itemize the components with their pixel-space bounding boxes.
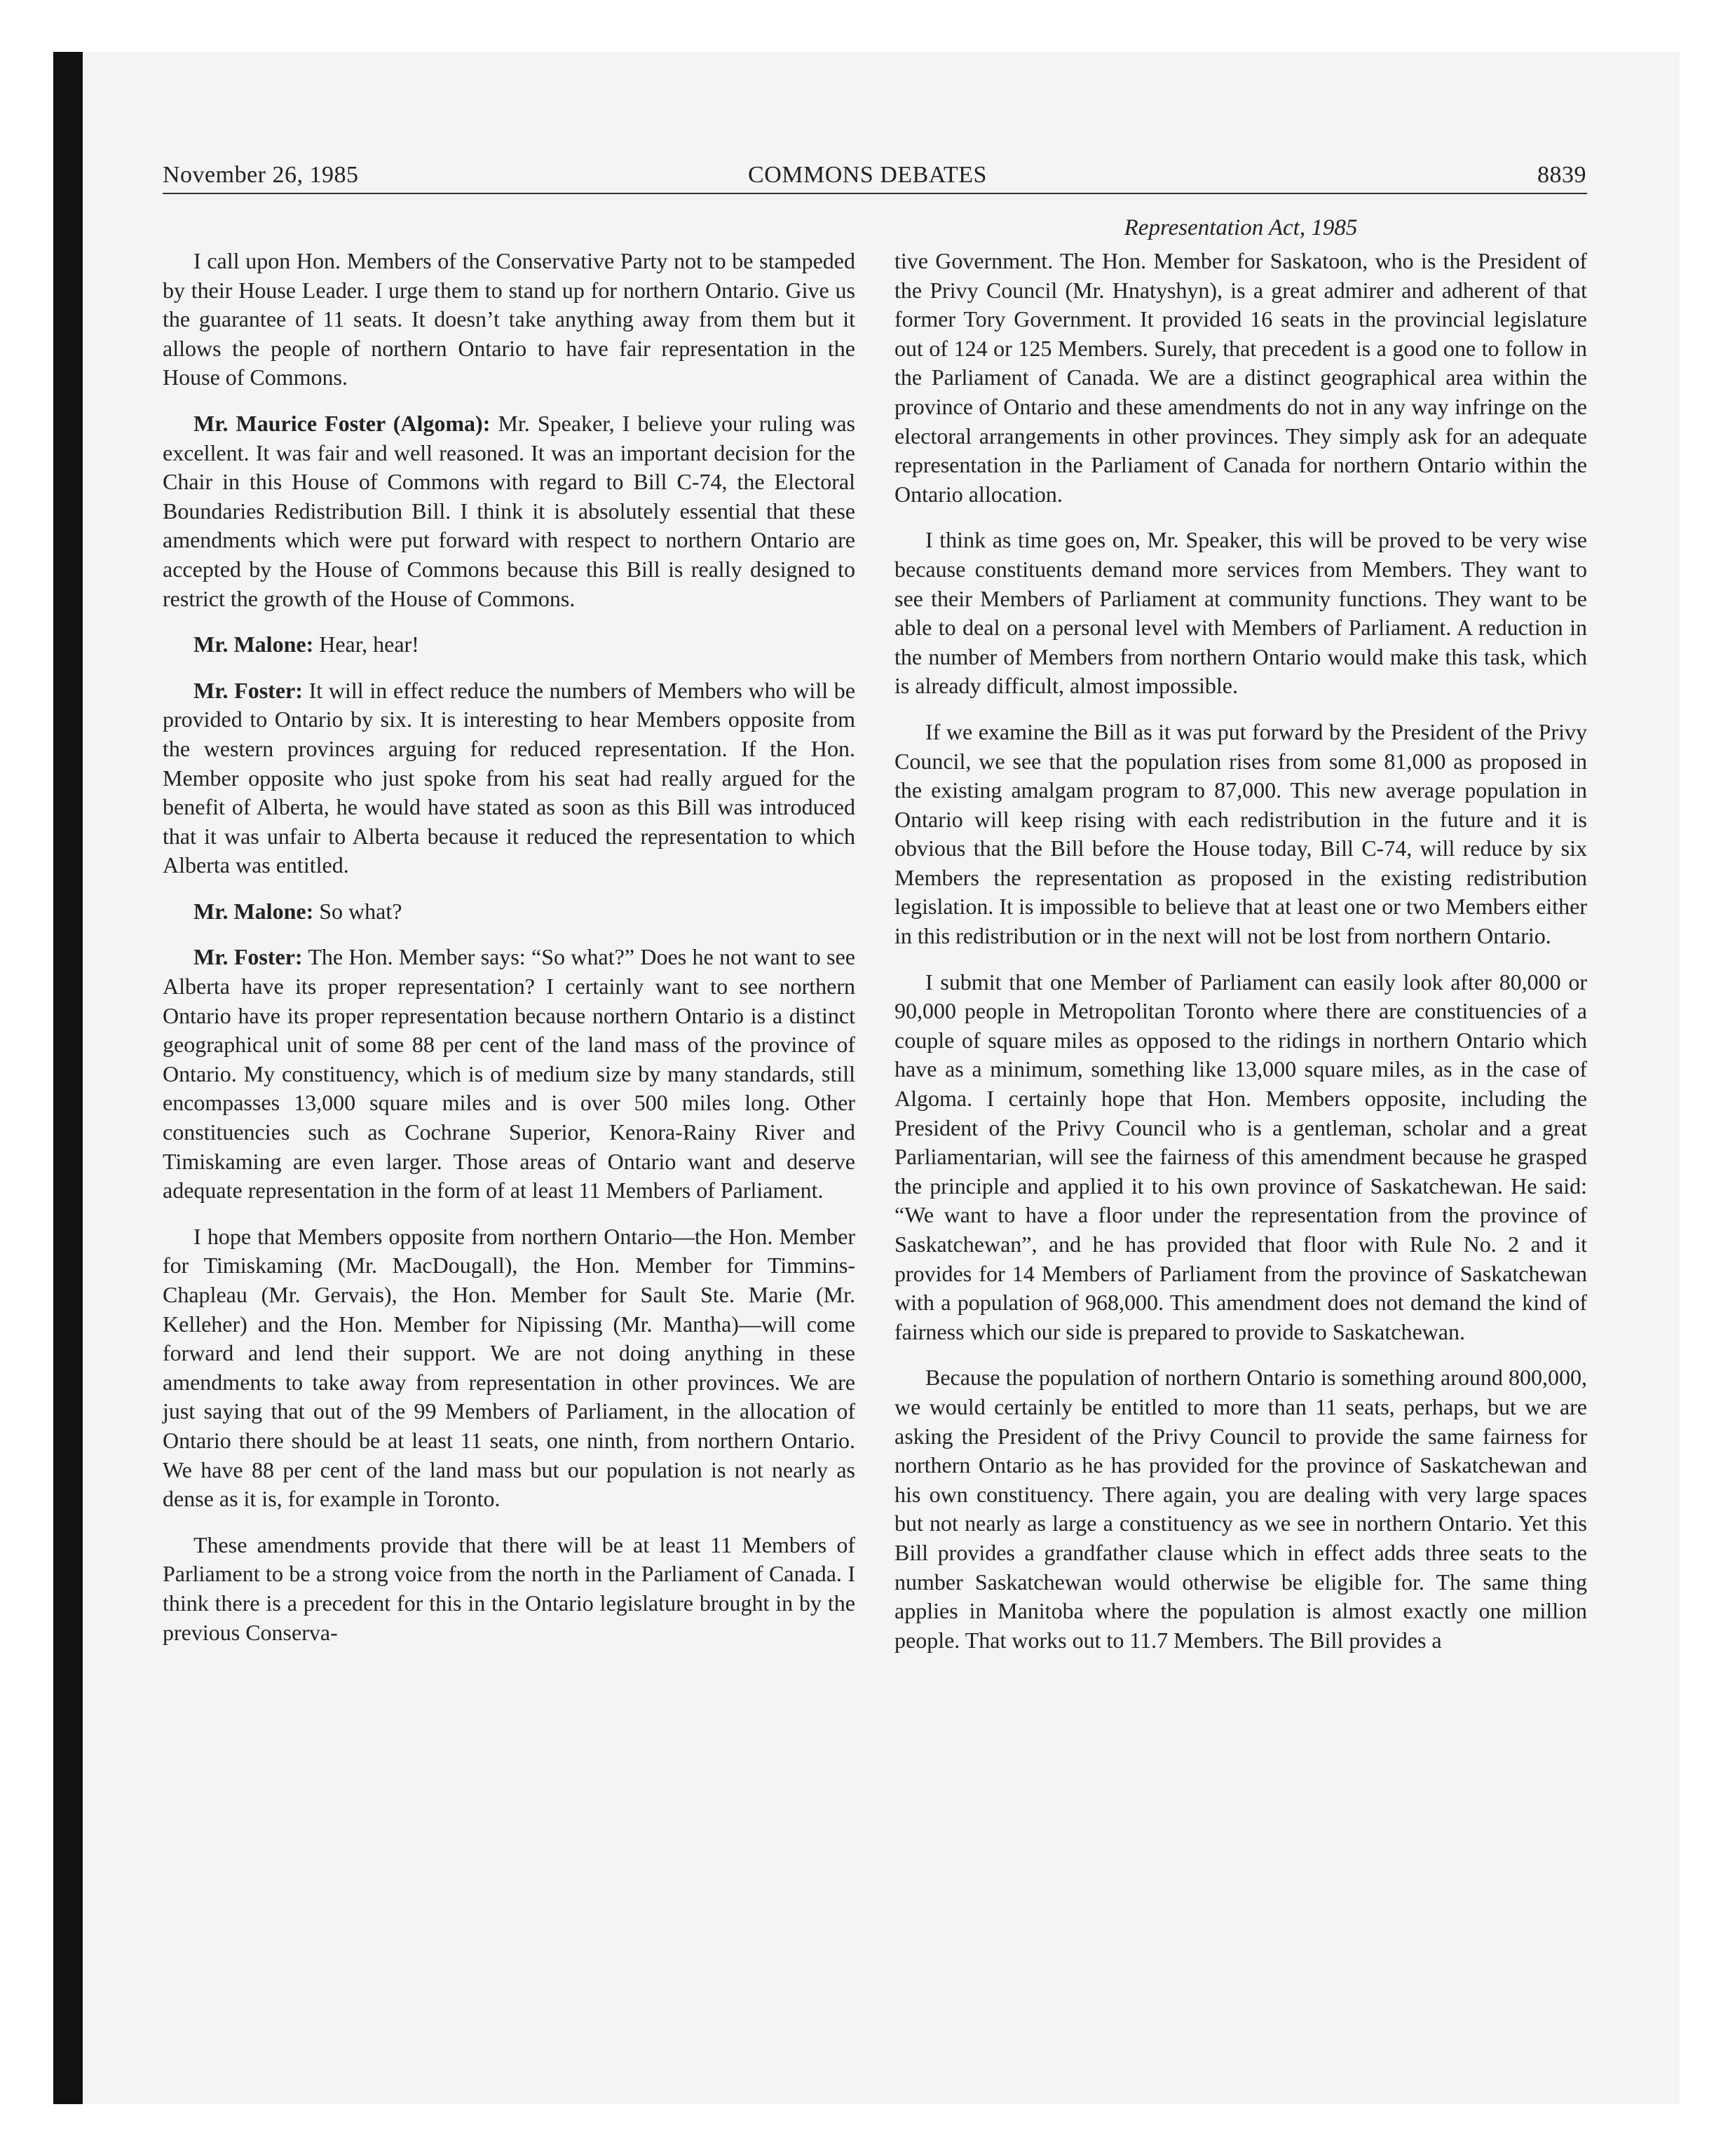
paragraph-text: The Hon. Member says: “So what?” Does he not want to see Alberta have its proper representation? I certainly want to see northern Ontario have its proper representation because northern Ontario is a distinct geographical unit of some 88 per cent of the land mass of the province of Ontario. My constituency, which is of medium size by many standards, still encompasses 13,000 square miles and is over 500 miles long. Other constituencies such as Cochrane Superior, Kenora-Rainy River and Timiskaming are even larger. Those areas of Ontario want and deserve adequate representation in the form of at least 11 Members of Parliament. <box>163 944 856 1203</box>
header-date: November 26, 1985 <box>163 162 359 188</box>
paragraph-text: tive Government. The Hon. Member for Saskatoon, who is the President of the Privy Council (Mr. Hnatyshyn), is a great admirer and adherent of that former Tory Government. It provided 16 seats in the provincial legislature out of 124 or 125 Members. Surely, that precedent is a good one to follow in the Parliament of Canada. We are a distinct geographical area within the province of Ontario and these amendments do not in any way infringe on the electoral arrangements in other provinces. They simply ask for an adequate representation in the Parliament of Canada for northern Ontario within the Ontario allocation. <box>894 248 1587 507</box>
paragraph <box>894 247 1587 509</box>
paragraph-text: I think as time goes on, Mr. Speaker, this will be proved to be very wise because constituents demand more services from Members. They want to see their Members of Parliament at community functions. They want to be able to deal on a personal level with Members of Parliament. A reduction in the number of Members from northern Ontario would make this task, which is already difficult, almost impossible. <box>894 527 1587 699</box>
speaker-name: Mr. Maurice Foster (Algoma): <box>193 410 491 436</box>
paragraph <box>163 630 855 660</box>
paragraph <box>163 897 855 927</box>
paragraph-text: These amendments provide that there will be at least 11 Members of Parliament to be a strong voice from the north in the Parliament of Canada. I think there is a precedent for this in the Ontario legislature brought in by the previous Conserva- <box>163 1531 855 1645</box>
paragraph-text: If we examine the Bill as it was put forward by the President of the Privy Council, we see that the population rises from some 81,000 as proposed in the existing amalgam program to 87,000. This new average population in Ontario will keep rising with each redistribution in the future and it is obvious that the Bill before the House today, Bill C-74, will reduce by six Members the representation as proposed in the existing redistribution legislation. It is impossible to believe that at least one or two Members either in this redistribution or in the next will not be lost from northern Ontario. <box>894 718 1587 949</box>
paragraph-text: So what? <box>313 898 402 924</box>
paragraph <box>163 1222 855 1514</box>
speaker-name: Mr. Malone: <box>193 898 314 924</box>
speaker-name: Mr. Malone: <box>193 632 314 657</box>
header-page-number: 8839 <box>1537 162 1586 188</box>
paragraph-text: Hear, hear! <box>313 632 419 657</box>
speaker-name: Mr. Foster: <box>193 944 303 970</box>
paragraph-text: Mr. Speaker, I believe your ruling was excellent. It was fair and well reasoned. It was an important decision for the Chair in this House of Commons with regard to Bill C-74, the Electoral Boundaries Redistribution Bill. I think it is absolutely essential that these amendments which were put forward with respect to northern Ontario are accepted by the House of Commons because this Bill is really designed to restrict the growth of the House of Commons. <box>163 410 856 611</box>
right-column <box>894 247 1587 1655</box>
paragraph-text: It will in effect reduce the numbers of Members who will be provided to Ontario by six. It is interesting to hear Members opposite from the western provinces arguing for reduced representation. If the Hon. Member opposite who just spoke from his seat had really argued for the benefit of Alberta, he would have stated as soon as this Bill was introduced that it was unfair to Alberta because it reduced the representation to which Alberta was entitled. <box>163 677 856 878</box>
paragraph <box>163 676 855 880</box>
running-head: Representation Act, 1985 <box>1124 215 1358 240</box>
header-rule <box>163 193 1587 194</box>
header-publication: COMMONS DEBATES <box>748 162 987 188</box>
scan-binding-edge <box>53 52 83 2104</box>
speaker-name: Mr. Foster: <box>193 677 303 703</box>
paragraph <box>163 247 855 393</box>
paragraph-text: I hope that Members opposite from northern Ontario—the Hon. Member for Timiskaming (Mr. MacDougall), the Hon. Member for Timmins-Chapleau (Mr. Gervais), the Hon. Member for Sault Ste. Marie (Mr. Kelleher) and the Hon. Member for Nipissing (Mr. Mantha)—will come forward and lend their support. We are not doing anything in these amendments to take away from representation in other provinces. We are just saying that out of the 99 Members of Parliament, in the allocation of Ontario there should be at least 11 seats, one ninth, from northern Ontario. We have 88 per cent of the land mass but our population is not nearly as dense as it is, for example in Toronto. <box>163 1223 855 1512</box>
paragraph-text: I call upon Hon. Members of the Conservative Party not to be stampeded by their House Leader. I urge them to stand up for northern Ontario. Give us the guarantee of 11 seats. It doesn’t take anything away from them but it allows the people of northern Ontario to have fair representation in the House of Commons. <box>163 248 855 390</box>
paragraph <box>894 968 1587 1347</box>
paragraph <box>163 943 855 1205</box>
paragraph <box>163 409 855 613</box>
left-column <box>163 247 855 1647</box>
paragraph <box>894 1363 1587 1655</box>
paragraph <box>894 526 1587 701</box>
paragraph-text: Because the population of northern Ontario is something around 800,000, we would certainly be entitled to more than 11 seats, perhaps, but we are asking the President of the Privy Council to provide the same fairness for northern Ontario as he has provided for the province of Saskatchewan and his own constituency. There again, you are dealing with very large spaces but not nearly as large a constituency as we see in northern Ontario. Yet this Bill provides a grandfather clause which in effect adds three seats to the number Saskatchewan would otherwise be eligible for. The same thing applies in Manitoba where the population is almost exactly one million people. That works out to 11.7 Members. The Bill provides a <box>894 1365 1587 1653</box>
paragraph <box>894 718 1587 951</box>
paragraph-text: I submit that one Member of Parliament can easily look after 80,000 or 90,000 people in Metropolitan Toronto where there are constituencies of a couple of square miles as opposed to the ridings in northern Ontario which have as a minimum, something like 13,000 square miles, as in the case of Algoma. I certainly hope that Hon. Members opposite, including the President of the Privy Council who is a gentleman, scholar and a great Parliamentarian, will see the fairness of this amendment because he grasped the principle and applied it to his own province of Saskatchewan. He said: “We want to have a floor under the representation from the province of Saskatchewan”, and he has provided that floor with Rule No. 2 and it provides for 14 Members of Parliament from the province of Saskatchewan with a population of 968,000. This amendment does not demand the kind of fairness which our side is prepared to provide to Saskatchewan. <box>894 969 1587 1344</box>
paragraph <box>163 1531 855 1647</box>
